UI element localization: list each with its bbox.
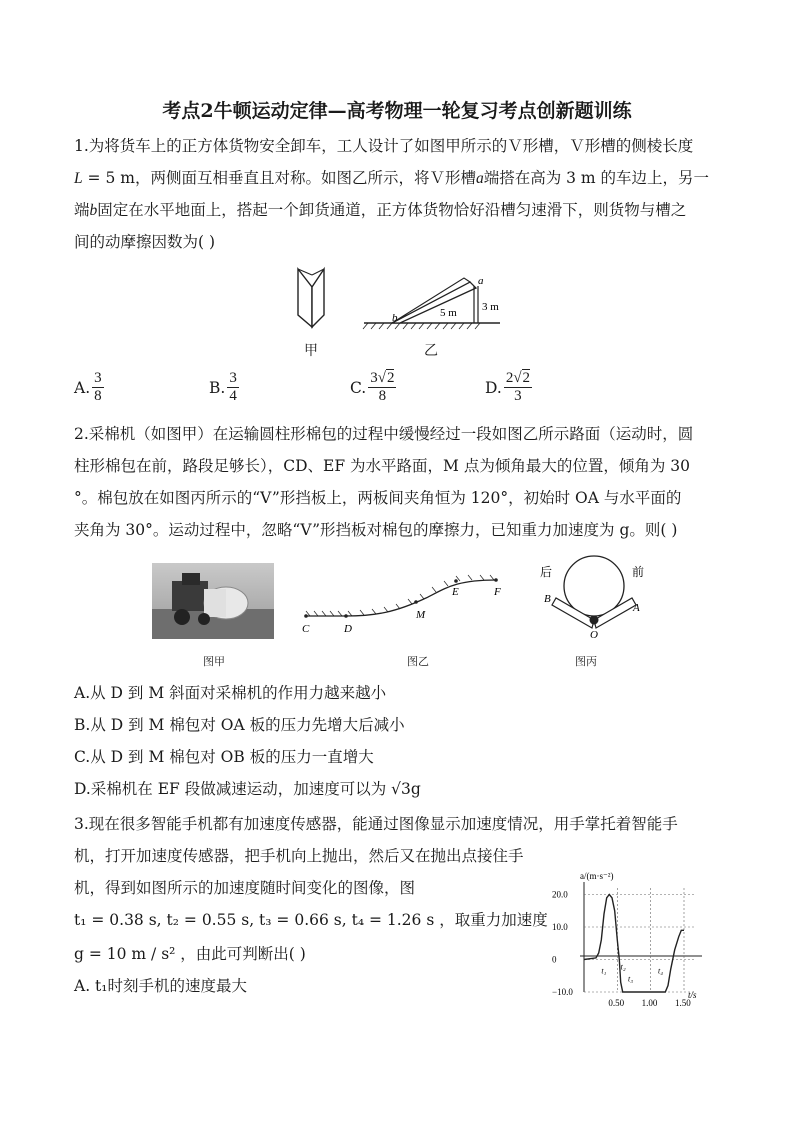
time-annotation: t₃	[628, 974, 634, 984]
denominator: 8	[378, 388, 387, 404]
fig-2-bing-caption: 图丙	[575, 655, 597, 668]
q2-line-1: 2.采棉机（如图甲）在运输圆柱形棉包的过程中缓慢经过一段如图乙所示路面（运动时，圆	[74, 425, 694, 443]
fig-jia-caption: 甲	[304, 343, 318, 359]
q2-line-4: 夹角为 30°。运动过程中，忽略“V”形挡板对棉包的摩擦力，已知重力加速度为 g。则( )	[74, 521, 678, 539]
fig-2-yi-caption: 图乙	[407, 655, 429, 668]
q2-line-3: °。棉包放在如图丙所示的“V”形挡板上，两板间夹角恒为 120°，初始时 OA 与水平面的	[74, 489, 682, 507]
coef: 2	[505, 370, 514, 386]
q1-line-4: 间的动摩擦因数为( )	[74, 233, 216, 251]
x-tick-label: 0.50	[608, 998, 625, 1008]
q2-line-2: 柱形棉包在前，路段足够长），CD、EF 为水平路面，M 点为倾角最大的位置，倾角为 30	[74, 457, 690, 475]
v-groove-figure	[290, 265, 330, 335]
numerator: 3	[94, 370, 102, 386]
q1-line-2-end: 端搭在高为 3 m 的车边上，另一	[483, 169, 710, 187]
q1-option-c[interactable]	[350, 370, 396, 405]
q1-line-2-rest: ，两侧面互相垂直且对称。如图乙所示，将Ｖ形槽	[134, 169, 476, 187]
ramp-label-b: b	[392, 312, 398, 324]
x-axis-label: t/s	[688, 990, 697, 1000]
fraction	[227, 370, 239, 405]
y-tick-label: −10.0	[552, 987, 573, 997]
fraction	[92, 370, 104, 405]
ramp-label-a: a	[478, 275, 484, 287]
q1-line-2	[74, 162, 724, 195]
var-a: a	[475, 170, 484, 187]
q2-option-a[interactable]: A.从 D 到 M 斜面对采棉机的作用力越来越小	[74, 684, 387, 702]
ramp-figure	[360, 268, 510, 332]
road-point-f: F	[494, 586, 501, 598]
y-tick-label: 20.0	[552, 889, 568, 900]
q1-options	[74, 370, 724, 410]
y-tick-label: 10.0	[552, 922, 568, 932]
x-tick-label: 1.00	[641, 998, 658, 1008]
label-back: 后	[540, 565, 553, 579]
ramp-label-length: 5 m	[440, 307, 457, 319]
radicand: 2	[522, 370, 531, 386]
cotton-picker-photo	[152, 563, 274, 639]
time-annotation: t₂	[620, 962, 626, 972]
road-profile-figure	[296, 568, 506, 638]
q3-option-a[interactable]: A. t₁时刻手机的速度最大	[74, 977, 247, 995]
q1-line-3-start: 端	[74, 201, 90, 219]
fig-yi-caption: 乙	[424, 343, 438, 359]
q1-option-d[interactable]	[485, 370, 532, 405]
road-point-d: D	[344, 623, 352, 635]
q3-line-5: g = 10 m / s² ，由此可判断出( )	[74, 945, 306, 963]
road-point-e: E	[452, 586, 459, 598]
q1-line-3	[74, 194, 724, 227]
q2-option-d[interactable]: D.采棉机在 EF 段做减速运动，加速度可以为 √3g	[74, 780, 421, 798]
q1-line-1: 1.为将货车上的正方体货物安全卸车，工人设计了如图甲所示的Ｖ形槽，Ｖ形槽的侧棱长度	[74, 137, 694, 155]
option-label: D.	[485, 378, 502, 397]
label-b: B	[544, 593, 551, 605]
option-label: A.	[74, 378, 91, 397]
coef: 3	[370, 370, 378, 386]
series-line	[584, 895, 684, 993]
q2-option-b[interactable]: B.从 D 到 M 棉包对 OA 板的压力先增大后减小	[74, 716, 405, 734]
var-L: L	[74, 170, 83, 187]
q2-option-c[interactable]: C.从 D 到 M 棉包对 OB 板的压力一直增大	[74, 748, 374, 766]
page-title: 考点2牛顿运动定律—高考物理一轮复习考点创新题训练	[162, 100, 632, 122]
label-a: A	[633, 602, 640, 614]
denominator: 8	[94, 388, 102, 404]
v-baffle-figure	[534, 548, 654, 642]
fraction	[368, 370, 396, 405]
time-annotation: t₄	[658, 966, 664, 976]
label-front: 前	[632, 565, 645, 579]
denominator: 3	[514, 388, 522, 404]
q3-line-4: t₁ = 0.38 s, t₂ = 0.55 s, t₃ = 0.66 s, t₄ = 1.26 s ，取重力加速度	[74, 911, 548, 929]
radicand: 2	[386, 370, 395, 386]
road-point-m: M	[416, 609, 426, 621]
var-b: b	[89, 202, 98, 219]
road-point-c: C	[302, 623, 310, 635]
option-label: C.	[350, 378, 367, 397]
time-annotation: t₁	[601, 966, 607, 976]
q1-option-a[interactable]	[74, 370, 104, 405]
numerator: 3	[229, 370, 237, 386]
q1-line-3-rest: 固定在水平地面上，搭起一个卸货通道，正方体货物恰好沿槽匀速滑下，则货物与槽之	[97, 201, 687, 219]
ramp-label-height: 3 m	[482, 301, 499, 313]
numerator: 2√2	[505, 370, 531, 386]
q3-line-2: 机，打开加速度传感器，把手机向上抛出，然后又在抛出点接住手	[74, 847, 524, 865]
label-o: O	[590, 629, 598, 641]
denominator: 4	[229, 388, 237, 404]
y-tick-label: 0	[552, 954, 557, 965]
fraction	[504, 370, 532, 405]
fig-2-jia-caption: 图甲	[203, 655, 225, 668]
q3-line-3: 机，得到如图所示的加速度随时间变化的图像，图	[74, 879, 416, 897]
acceleration-chart	[550, 870, 710, 1010]
x-tick-label: 1.50	[675, 998, 691, 1008]
y-axis-label: a/(m·s⁻²)	[580, 871, 614, 881]
eq-L: = 5 m	[82, 169, 135, 187]
option-label: B.	[209, 378, 226, 397]
q3-line-1: 3.现在很多智能手机都有加速度传感器，能通过图像显示加速度情况，用手掌托着智能手	[74, 815, 678, 833]
numerator: 3√2	[370, 370, 395, 386]
q1-option-b[interactable]	[209, 370, 239, 405]
